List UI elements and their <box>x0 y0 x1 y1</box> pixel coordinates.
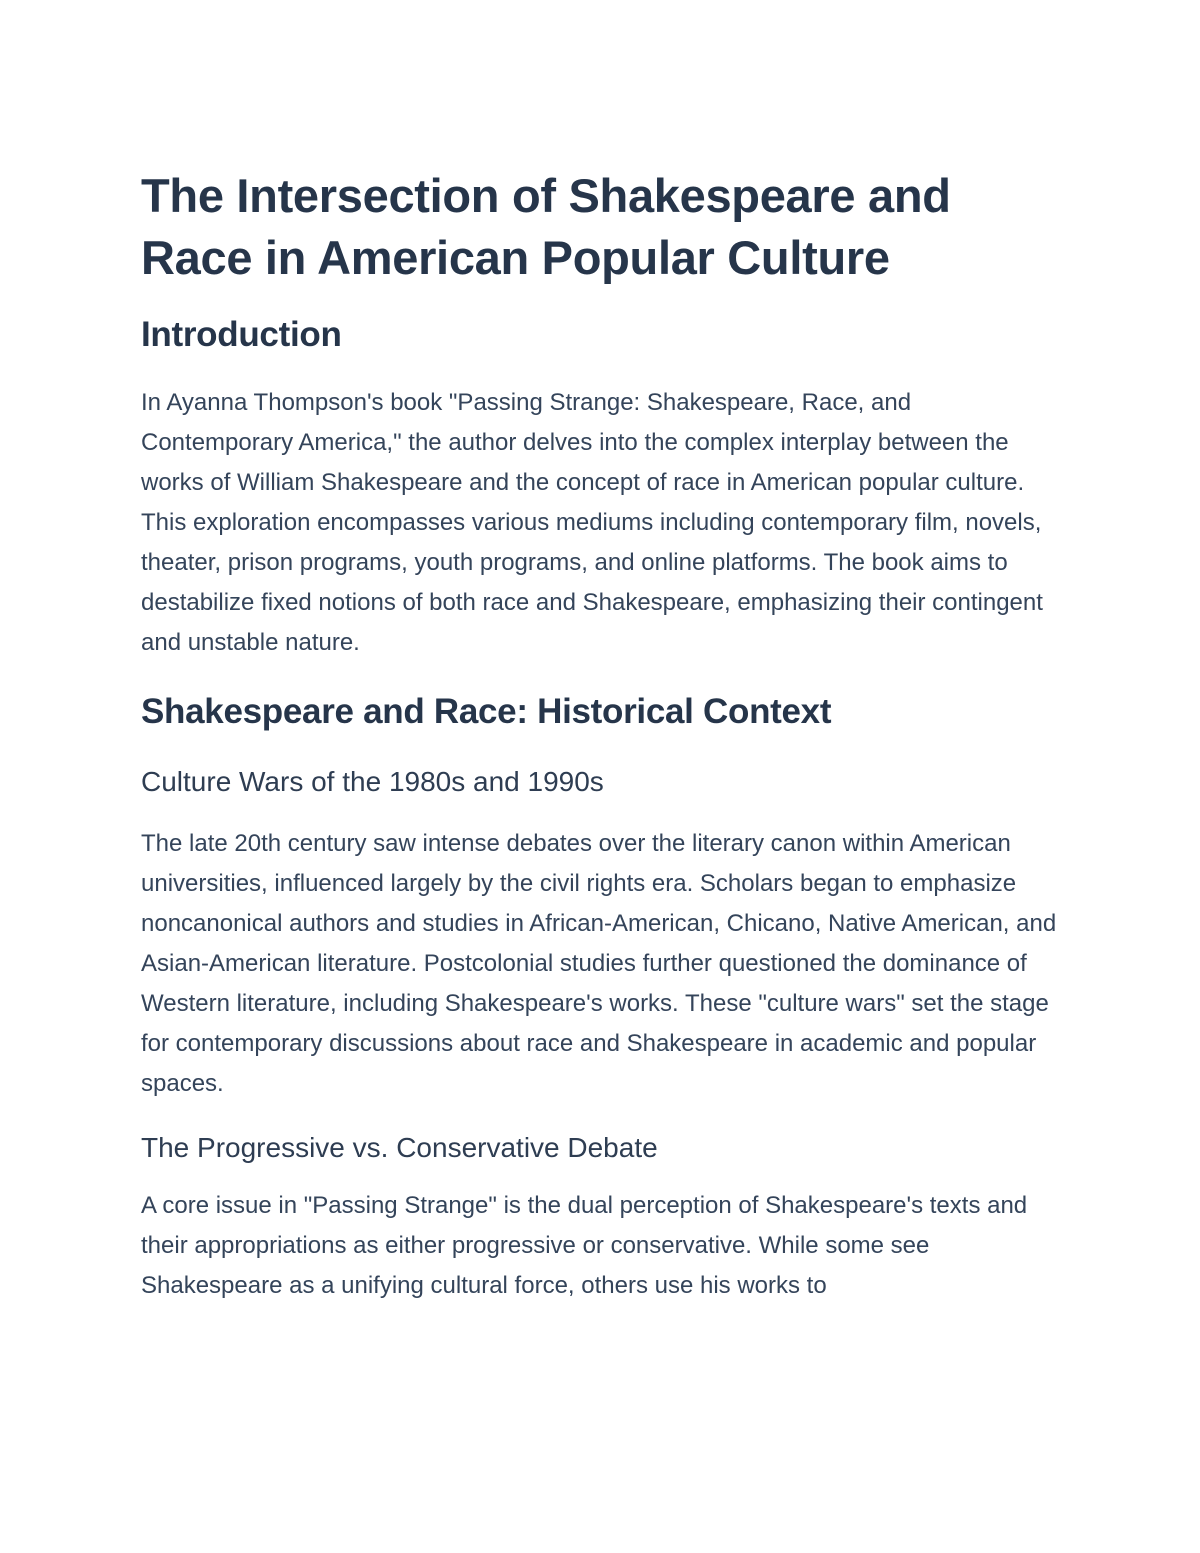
introduction-paragraph: In Ayanna Thompson's book "Passing Strange: Shakespeare, Race, and Contemporary America," the author delves into the complex interplay between the works of William Shakespeare and the concept of race in American popular culture. This exploration encompasses various mediums including contemporary film, novels, theater, prison programs, youth programs, and online platforms. The book aims to destabilize fixed notions of both race and Shakespeare, emphasizing their contingent and unstable nature. <box>141 389 1043 656</box>
progressive-conservative-paragraph: A core issue in "Passing Strange" is the dual perception of Shakespeare's texts and their appropriations as either progressive or conservative. While some see Shakespeare as a unifying cultural force, others use his works to <box>141 1192 1028 1299</box>
title-block <box>141 165 1060 313</box>
culture-wars-paragraph: The late 20th century saw intense debates over the literary canon within American universities, influenced largely by the civil rights era. Scholars began to emphasize noncanonical authors and studies in African-American, Chicano, Native American, and Asian-American literature. Postcolonial studies further questioned the dominance of Western literature, including Shakespeare's works. These "culture wars" set the stage for contemporary discussions about race and Shakespeare in academic and popular spaces. <box>141 830 1057 1097</box>
progressive-conservative-heading: The Progressive vs. Conservative Debate <box>141 1132 658 1163</box>
historical-context-heading: Shakespeare and Race: Historical Context <box>141 692 832 731</box>
introduction-heading: Introduction <box>141 315 342 354</box>
culture-wars-heading: Culture Wars of the 1980s and 1990s <box>141 766 604 797</box>
document-title: The Intersection of Shakespeare and Race in American Popular Culture <box>141 169 951 284</box>
